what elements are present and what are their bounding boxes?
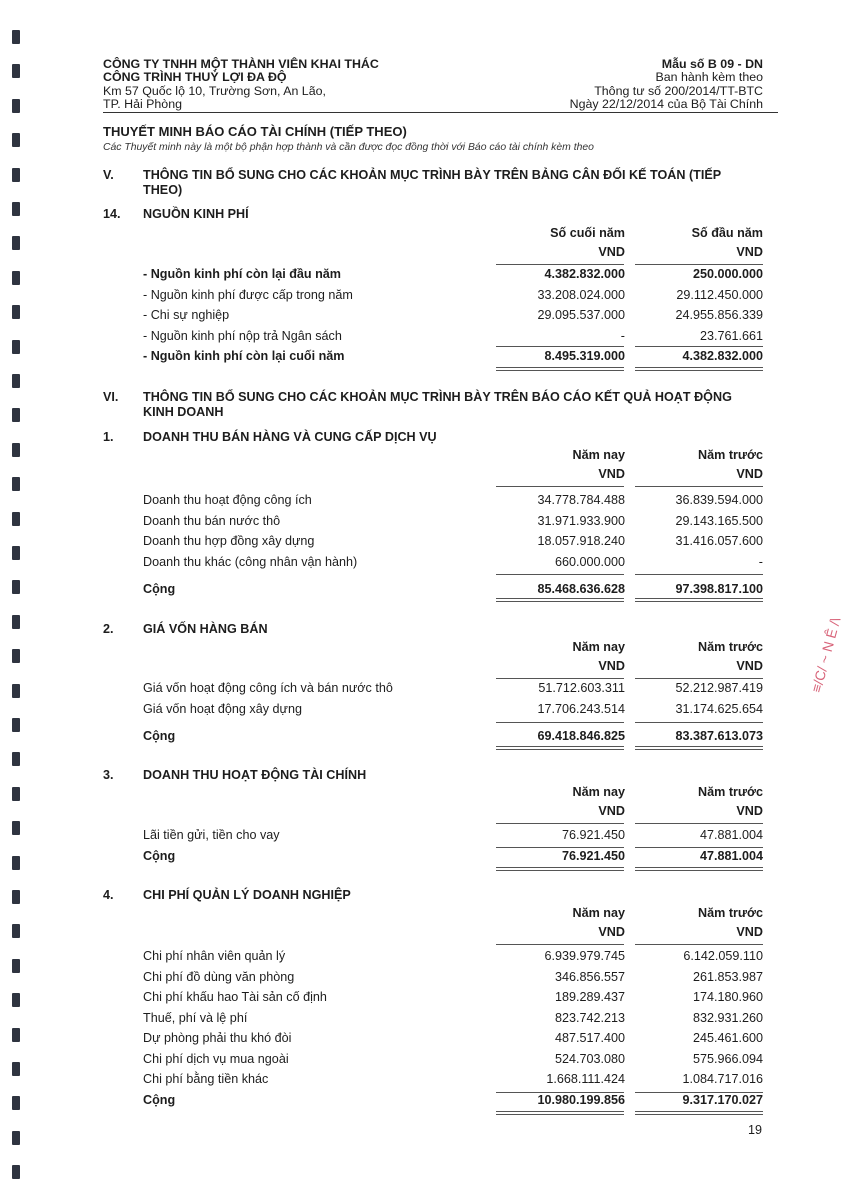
total-row	[143, 1091, 763, 1109]
double-rule	[496, 598, 624, 602]
row-label: - Nguồn kinh phí còn lại cuối năm	[143, 349, 345, 363]
table-row	[143, 947, 763, 965]
column-unit: VND	[736, 245, 763, 259]
binding-hole	[12, 99, 20, 113]
column-header-prior	[698, 783, 763, 821]
column-unit: VND	[598, 804, 625, 818]
binding-hole	[12, 30, 20, 44]
value-prior: 31.174.625.654	[675, 702, 763, 716]
divider	[635, 847, 763, 848]
value-prior: 575.966.094	[692, 1051, 763, 1066]
value-current: 189.289.437	[554, 990, 625, 1004]
page-header	[103, 57, 763, 153]
double-rule	[496, 367, 624, 371]
binding-hole	[12, 752, 20, 766]
divider	[635, 1092, 763, 1093]
divider	[635, 722, 763, 723]
note-title: GIÁ VỐN HÀNG BÁN	[143, 622, 268, 636]
column-header-prior	[698, 904, 763, 942]
value-prior: 83.387.613.073	[675, 729, 763, 743]
binding-hole	[12, 374, 20, 388]
table-row	[143, 1050, 763, 1068]
value-current: 18.057.918.240	[537, 534, 625, 548]
binding-hole	[12, 1131, 20, 1145]
table-row	[143, 553, 763, 571]
value-current: 660.000.000	[554, 554, 625, 569]
table-row	[143, 1009, 763, 1027]
value-prior: 23.761.661	[699, 328, 763, 343]
document-page	[103, 57, 763, 1107]
value-prior: 6.142.059.110	[683, 949, 763, 963]
column-label: Năm trước	[698, 785, 763, 799]
row-label: Doanh thu hoạt động công ích	[143, 493, 312, 507]
value-current: 1.668.111.424	[546, 1072, 625, 1086]
binding-hole	[12, 305, 20, 319]
binding-hole	[12, 271, 20, 285]
value-current: 85.468.636.628	[537, 581, 625, 596]
table-row	[143, 988, 763, 1006]
note-title: DOANH THU BÁN HÀNG VÀ CUNG CẤP DỊCH VỤ	[143, 430, 437, 444]
column-header-prior	[698, 446, 763, 484]
binding-hole	[12, 890, 20, 904]
column-unit: VND	[598, 659, 625, 673]
note-number: 14.	[103, 207, 121, 221]
binding-hole	[12, 408, 20, 422]
divider	[496, 346, 624, 347]
value-prior: 31.416.057.600	[675, 534, 763, 548]
binding-hole	[12, 443, 20, 457]
column-unit: VND	[736, 804, 763, 818]
divider	[635, 346, 763, 347]
binding-hole	[12, 512, 20, 526]
row-label: Cộng	[143, 581, 176, 596]
value-prior: 52.212.987.419	[675, 681, 763, 695]
form-info	[570, 58, 763, 112]
value-current: 31.971.933.900	[537, 513, 625, 528]
column-unit: VND	[598, 245, 625, 259]
value-current: 487.517.400	[554, 1031, 625, 1045]
value-prior: 261.853.987	[692, 969, 763, 984]
section-number: VI.	[103, 390, 119, 404]
row-label: Cộng	[143, 729, 176, 743]
row-label: Lãi tiền gửi, tiền cho vay	[143, 828, 280, 842]
double-rule	[496, 1111, 624, 1115]
divider	[635, 823, 763, 824]
binding-hole	[12, 684, 20, 698]
table-row	[143, 1029, 763, 1047]
table-row	[143, 286, 763, 304]
binding-hole	[12, 202, 20, 216]
value-prior: 29.112.450.000	[676, 287, 763, 302]
divider	[496, 823, 624, 824]
table-row	[143, 491, 763, 509]
column-unit: VND	[598, 925, 625, 939]
value-current: 76.921.450	[561, 828, 625, 842]
binding-hole	[12, 1062, 20, 1076]
value-prior: 250.000.000	[692, 267, 763, 281]
note-number: 3.	[103, 768, 114, 782]
column-label: Năm nay	[572, 640, 625, 654]
binding-hole	[12, 924, 20, 938]
column-header-opening	[692, 224, 763, 262]
binding-hole	[12, 133, 20, 147]
column-label: Số đầu năm	[691, 226, 763, 240]
section-number: V.	[103, 168, 114, 182]
value-current: 524.703.080	[554, 1051, 625, 1066]
row-label: Chi phí đồ dùng văn phòng	[143, 969, 295, 984]
value-prior: 245.461.600	[692, 1031, 763, 1045]
document-subtitle: Các Thuyết minh này là một bộ phận hợp thành và cần được đọc đồng thời với Báo cáo tài chính kèm theo	[103, 142, 594, 153]
value-current: 69.418.846.825	[537, 729, 625, 743]
form-number: Mẫu số B 09 - DN	[661, 57, 763, 71]
value-prior: 47.881.004	[699, 828, 763, 842]
column-unit: VND	[736, 925, 763, 939]
binding-hole	[12, 64, 20, 78]
double-rule	[635, 598, 763, 602]
value-prior: 47.881.004	[699, 849, 763, 863]
table-row	[143, 1070, 763, 1088]
table-row	[143, 968, 763, 986]
value-prior: 29.143.165.500	[675, 513, 763, 528]
binding-hole	[12, 856, 20, 870]
value-prior: 4.382.832.000	[682, 349, 763, 363]
column-label: Số cuối năm	[550, 226, 625, 240]
row-label: Cộng	[143, 849, 176, 863]
binding-holes	[12, 0, 22, 1200]
row-label: Doanh thu bán nước thô	[143, 513, 281, 528]
company-address-line2: TP. Hải Phòng	[103, 98, 778, 112]
double-rule	[635, 1111, 763, 1115]
table-row	[143, 347, 763, 365]
binding-hole	[12, 718, 20, 732]
column-header-current	[573, 638, 626, 676]
value-current: -	[620, 328, 625, 343]
divider	[496, 486, 624, 487]
column-label: Năm trước	[698, 640, 763, 654]
note-number: 1.	[103, 430, 114, 444]
company-name-line2: CÔNG TRÌNH THUỶ LỢI ĐA ĐỘ	[103, 70, 287, 85]
column-unit: VND	[598, 467, 625, 481]
value-current: 6.939.979.745	[544, 949, 625, 963]
table-row	[143, 306, 763, 324]
value-current: 33.208.024.000	[537, 287, 625, 302]
value-prior: 174.180.960	[692, 990, 763, 1004]
double-rule	[635, 867, 763, 871]
row-label: - Chi sự nghiệp	[143, 308, 230, 322]
row-label: Giá vốn hoạt động xây dựng	[143, 702, 302, 716]
section-title: THÔNG TIN BỔ SUNG CHO CÁC KHOẢN MỤC TRÌNH BÀY TRÊN BÁO CÁO KẾT QUẢ HOẠT ĐỘNG KINH DOANH	[143, 390, 732, 419]
column-header-prior	[698, 638, 763, 676]
double-rule	[635, 746, 763, 750]
value-current: 29.095.537.000	[537, 308, 625, 322]
total-row	[143, 580, 763, 598]
document-title: THUYẾT MINH BÁO CÁO TÀI CHÍNH (TIẾP THEO)	[103, 124, 407, 139]
double-rule	[635, 367, 763, 371]
binding-hole	[12, 821, 20, 835]
column-header-current	[573, 783, 626, 821]
double-rule	[496, 867, 624, 871]
divider	[635, 574, 763, 575]
divider	[635, 944, 763, 945]
row-label: Doanh thu hợp đồng xây dựng	[143, 534, 315, 548]
note-title: NGUỒN KINH PHÍ	[143, 207, 249, 221]
binding-hole	[12, 477, 20, 491]
note-title: CHI PHÍ QUẢN LÝ DOANH NGHIỆP	[143, 888, 351, 902]
row-label: Giá vốn hoạt động công ích và bán nước thô	[143, 681, 393, 695]
column-header-current	[573, 446, 626, 484]
note-title: DOANH THU HOẠT ĐỘNG TÀI CHÍNH	[143, 768, 367, 782]
binding-hole	[12, 993, 20, 1007]
company-address-line1: Km 57 Quốc lộ 10, Trường Sơn, An Lão,	[103, 83, 326, 98]
binding-hole	[12, 340, 20, 354]
column-header-current	[573, 904, 626, 942]
total-row	[143, 727, 763, 745]
binding-hole	[12, 236, 20, 250]
value-prior: 36.839.594.000	[675, 493, 763, 507]
binding-hole	[12, 959, 20, 973]
column-label: Năm trước	[698, 906, 763, 920]
value-current: 34.778.784.488	[537, 493, 625, 507]
column-label: Năm nay	[572, 785, 625, 799]
value-prior: -	[758, 554, 763, 569]
table-row	[143, 679, 763, 697]
handwritten-margin-note: ≡/C/ ~ N Ê /\	[808, 615, 844, 695]
divider	[496, 847, 624, 848]
divider	[496, 944, 624, 945]
issued-line2: Thông tư số 200/2014/TT-BTC	[594, 83, 763, 98]
binding-hole	[12, 546, 20, 560]
column-unit: VND	[736, 467, 763, 481]
note-number: 2.	[103, 622, 114, 636]
row-label: - Nguồn kinh phí còn lại đầu năm	[143, 267, 342, 281]
value-current: 76.921.450	[561, 849, 625, 863]
row-label: Chi phí khấu hao Tài sản cố định	[143, 990, 327, 1004]
divider	[496, 574, 624, 575]
value-prior: 832.931.260	[692, 1010, 763, 1025]
column-unit: VND	[736, 659, 763, 673]
value-current: 10.980.199.856	[537, 1092, 625, 1107]
issued-line3: Ngày 22/12/2014 của Bộ Tài Chính	[569, 97, 763, 112]
total-row	[143, 847, 763, 865]
table-row	[143, 512, 763, 530]
column-label: Năm nay	[572, 448, 625, 462]
value-current: 4.382.832.000	[544, 267, 625, 281]
table-row	[143, 532, 763, 550]
value-current: 823.742.213	[554, 1010, 625, 1025]
column-header-closing	[550, 224, 625, 262]
column-label: Năm nay	[572, 906, 625, 920]
value-prior: 1.084.717.016	[682, 1072, 763, 1086]
binding-hole	[12, 580, 20, 594]
value-current: 51.712.603.311	[538, 681, 625, 695]
table-row	[143, 327, 763, 345]
binding-hole	[12, 615, 20, 629]
table-row	[143, 826, 763, 844]
company-name-line1: CÔNG TY TNHH MỘT THÀNH VIÊN KHAI THÁC	[103, 57, 379, 71]
value-current: 17.706.243.514	[537, 702, 625, 716]
table-row	[143, 265, 763, 283]
section-title: THÔNG TIN BỔ SUNG CHO CÁC KHOẢN MỤC TRÌNH BÀY TRÊN BẢNG CÂN ĐỐI KẾ TOÁN (TIẾP THEO)	[143, 168, 721, 197]
row-label: Doanh thu khác (công nhân vận hành)	[143, 554, 358, 569]
value-current: 8.495.319.000	[544, 349, 625, 363]
double-rule	[496, 746, 624, 750]
divider	[496, 1092, 624, 1093]
page-number: 19	[747, 1123, 762, 1137]
row-label: Cộng	[143, 1092, 176, 1107]
row-label: - Nguồn kinh phí nộp trả Ngân sách	[143, 328, 342, 343]
row-label: Chi phí bằng tiền khác	[143, 1072, 269, 1086]
binding-hole	[12, 1028, 20, 1042]
row-label: Dự phòng phải thu khó đòi	[143, 1031, 292, 1045]
binding-hole	[12, 168, 20, 182]
value-current: 346.856.557	[554, 969, 625, 984]
table-row	[143, 700, 763, 718]
binding-hole	[12, 1096, 20, 1110]
value-prior: 9.317.170.027	[682, 1092, 763, 1107]
value-prior: 24.955.856.339	[675, 308, 763, 322]
divider	[496, 722, 624, 723]
column-label: Năm trước	[698, 448, 763, 462]
row-label: - Nguồn kinh phí được cấp trong năm	[143, 287, 353, 302]
row-label: Chi phí dịch vụ mua ngoài	[143, 1051, 289, 1066]
value-prior: 97.398.817.100	[675, 581, 763, 596]
binding-hole	[12, 787, 20, 801]
row-label: Chi phí nhân viên quản lý	[143, 949, 286, 963]
row-label: Thuế, phí và lệ phí	[143, 1010, 248, 1025]
issued-line1: Ban hành kèm theo	[655, 70, 763, 85]
binding-hole	[12, 649, 20, 663]
binding-hole	[12, 1165, 20, 1179]
note-number: 4.	[103, 888, 114, 902]
divider	[635, 486, 763, 487]
